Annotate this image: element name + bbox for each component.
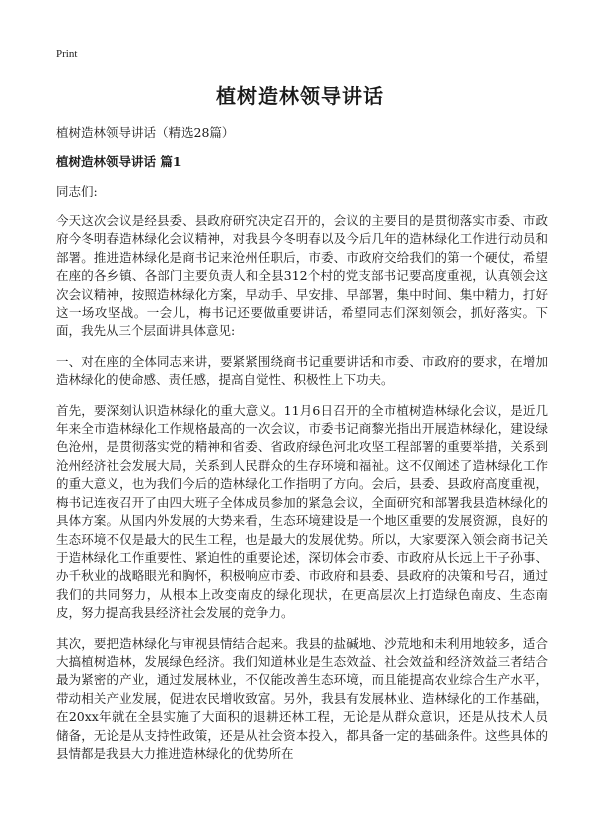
paragraph: 首先，要深刻认识造林绿化的重大意义。11月6日召开的全市植树造林绿化会议，是近几年来全市造林绿化工作规格最高的一次会议，市委书记商黎光指出开展造林绿化，建设绿色沧州，是贯彻落实党的精神和省委、省政府绿色河北攻坚工程部署的重要举措，关系到沧州经济社会发展大局，关系到人民群众的生存环境和福祉。这不仅阐述了造林绿化工作的重大意义，也为我们今后的造林绿化工作指明了方向。会后，县委、县政府高度重视，梅书记连夜召开了由四大班子全体成员参加的紧急会议，全面研究和部署我县造林绿化的具体方案。从国内外发展的大势来看，生态环境建设是一个地区重要的发展资源，良好的生态环境不仅是最大的民生工程，也是最大的发展优势。所以，大家要深入领会商书记关于造林绿化工作重要性、紧迫性的重要论述，深切体会市委、市政府从长远上干子孙事、办千秋业的战略眼光和胸怀，积极响应市委、市政府和县委、县政府的决策和号召，通过我们的共同努力，从根本上改变南皮的绿化现状，在更高层次上打造绿色南皮、生态南皮，努力提高我县经济社会发展的竞争力。: [56, 402, 548, 621]
paragraph: 今天这次会议是经县委、县政府研究决定召开的，会议的主要目的是贯彻落实市委、市政府今冬明春造林绿化会议精神，对我县今冬明春以及今后几年的造林绿化工作进行动员和部署。推进造林绿化是商书记来沧州任职后，市委、市政府交给我们的第一个硬仗，希望在座的各乡镇、各部门主要负责人和全县312个村的党支部书记要高度重视，认真领会这次会议精神，按照造林绿化方案，早动手、早安排、早部署，集中时间、集中精力，打好这一场攻坚战。一会儿，梅书记还要做重要讲话，希望同志们深刻领会，抓好落实。下面，我先从三个层面讲具体意见:: [56, 213, 548, 339]
article-body: [56, 212, 548, 775]
section-title: 植树造林领导讲话 篇1: [56, 154, 182, 169]
paragraph: 其次，要把造林绿化与审视县情结合起来。我县的盐碱地、沙荒地和未利用地较多，适合大搞植树造林，发展绿色经济。我们知道林业是生态效益、社会效益和经济效益三者结合最为紧密的产业，通过发展林业，不仅能改善生态环境，而且能提高农业综合生产水平，带动相关产业发展，促进农民增收致富。另外，我县有发展林业、造林绿化的工作基础，在20xx年就在全县实施了大面积的退耕还林工程，无论是从群众意识，还是从技术人员储备，无论是从支持性政策，还是从社会资本投入，都具备一定的基础条件。这些具体的县情都是我县大力推进造林绿化的优势所在: [56, 635, 548, 761]
greeting: 同志们:: [56, 184, 98, 199]
page-title: 植树造林领导讲话: [216, 84, 384, 108]
paragraph: 一、对在座的全体同志来讲，要紧紧围绕商书记重要讲话和市委、市政府的要求，在增加造林绿化的使命感、责任感，提高自觉性、积极性上下功夫。: [56, 353, 548, 388]
print-link[interactable]: Print: [56, 48, 78, 60]
page-subtitle: 植树造林领导讲话（精选28篇）: [56, 125, 235, 140]
